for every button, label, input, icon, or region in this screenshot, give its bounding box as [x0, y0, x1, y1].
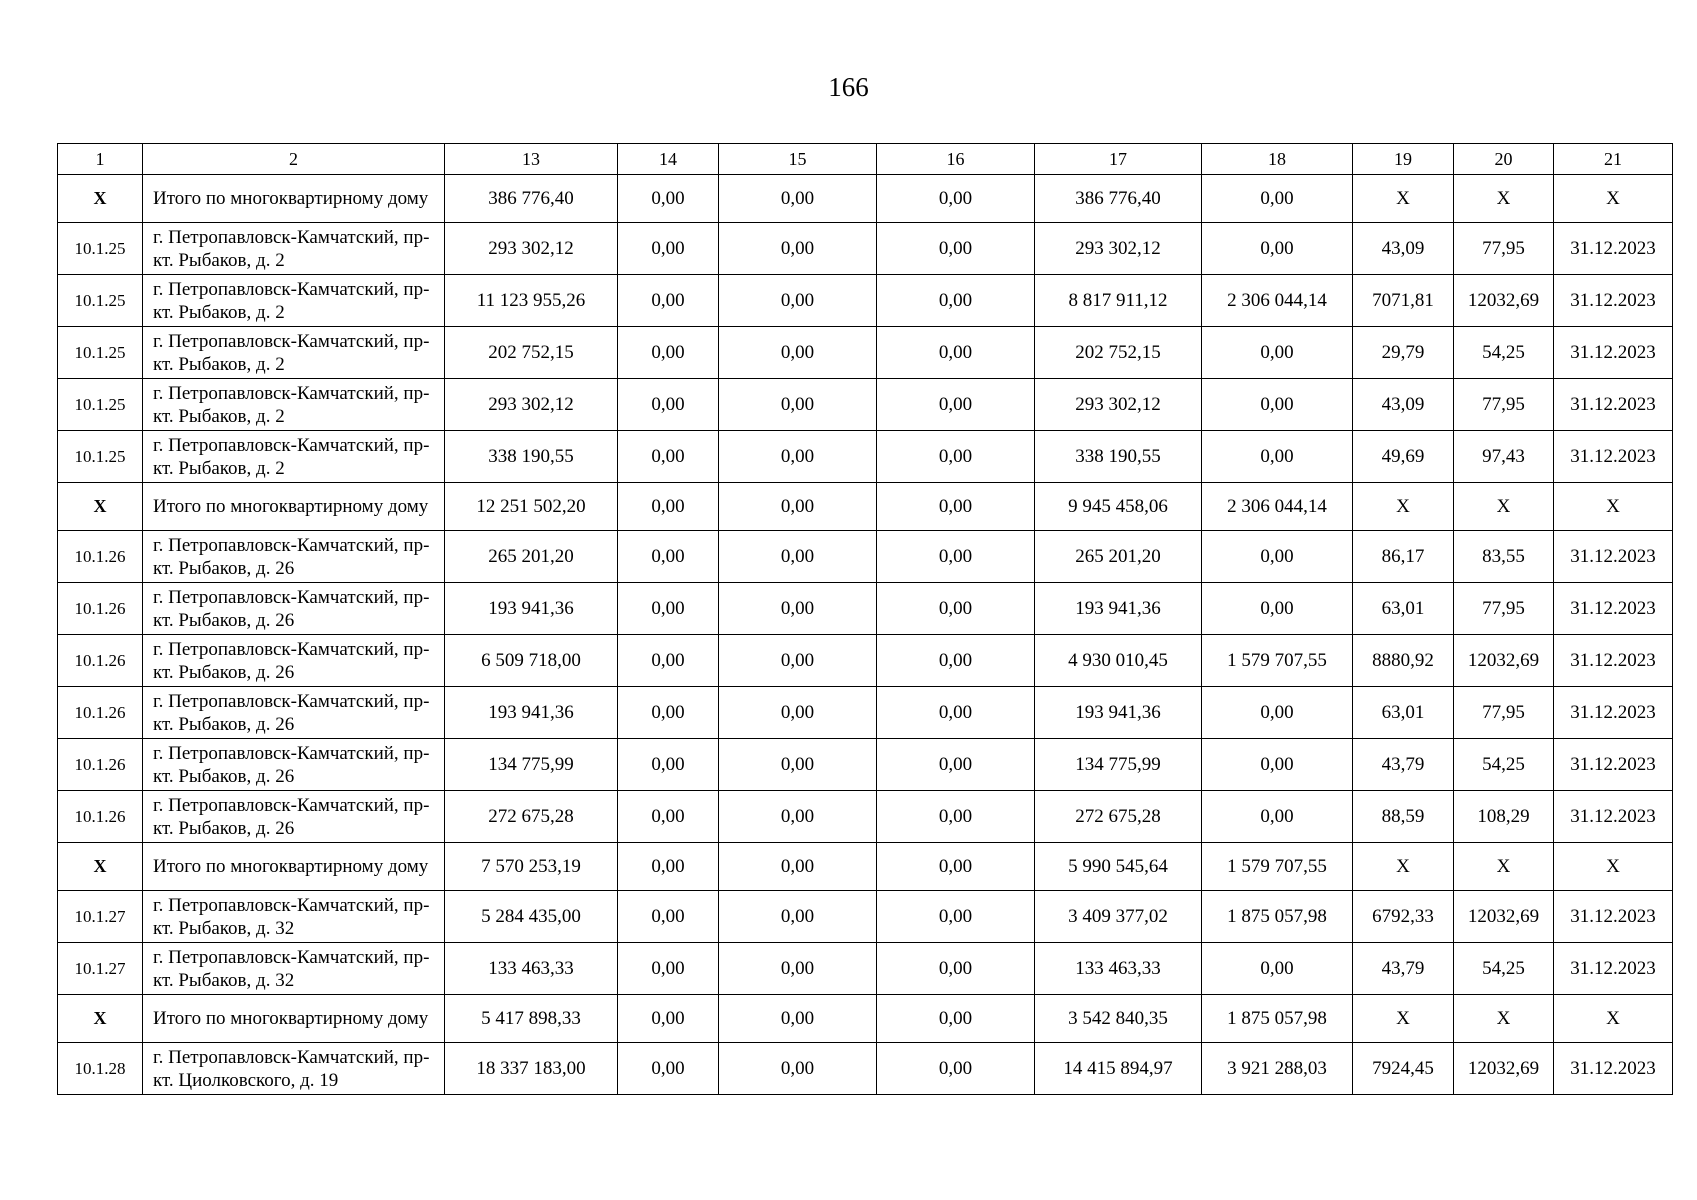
col-16-cell: 0,00: [877, 739, 1035, 791]
address-cell: г. Петропавловск-Камчатский, пр-кт. Рыбаков, д. 2: [143, 275, 445, 327]
col-16-cell: 0,00: [877, 431, 1035, 483]
col-19-cell: 6792,33: [1353, 891, 1454, 943]
col-20-cell: 54,25: [1454, 739, 1554, 791]
col-14-cell: 0,00: [618, 583, 719, 635]
col-16-cell: 0,00: [877, 531, 1035, 583]
col-13-cell: 5 417 898,33: [445, 995, 618, 1043]
table-row: [58, 943, 1673, 995]
table-row: [58, 583, 1673, 635]
col-20-cell: 97,43: [1454, 431, 1554, 483]
col-18-cell: 0,00: [1202, 583, 1353, 635]
col-18-cell: 1 875 057,98: [1202, 891, 1353, 943]
col-21-cell: 31.12.2023: [1554, 635, 1673, 687]
col-21-cell: 31.12.2023: [1554, 687, 1673, 739]
code-cell: 10.1.27: [58, 943, 143, 995]
col-20-cell: 77,95: [1454, 687, 1554, 739]
address-cell: г. Петропавловск-Камчатский, пр-кт. Рыбаков, д. 26: [143, 635, 445, 687]
col-19-cell: 86,17: [1353, 531, 1454, 583]
code-cell: 10.1.28: [58, 1043, 143, 1095]
col-20-cell: X: [1454, 483, 1554, 531]
address-cell: г. Петропавловск-Камчатский, пр-кт. Рыбаков, д. 26: [143, 791, 445, 843]
table-row: [58, 379, 1673, 431]
col-14-cell: 0,00: [618, 843, 719, 891]
col-19-cell: 8880,92: [1353, 635, 1454, 687]
address-cell: Итого по многоквартирному дому: [143, 995, 445, 1043]
col-14-cell: 0,00: [618, 1043, 719, 1095]
col-17-cell: 265 201,20: [1035, 531, 1202, 583]
col-17-cell: 293 302,12: [1035, 223, 1202, 275]
col-18-cell: 1 579 707,55: [1202, 843, 1353, 891]
col-15-cell: 0,00: [719, 223, 877, 275]
column-header: 18: [1202, 144, 1353, 175]
data-table: [57, 143, 1673, 1095]
col-21-cell: 31.12.2023: [1554, 531, 1673, 583]
col-15-cell: 0,00: [719, 739, 877, 791]
col-13-cell: 12 251 502,20: [445, 483, 618, 531]
col-21-cell: X: [1554, 843, 1673, 891]
address-cell: г. Петропавловск-Камчатский, пр-кт. Рыбаков, д. 2: [143, 431, 445, 483]
address-cell: г. Петропавловск-Камчатский, пр-кт. Рыбаков, д. 26: [143, 739, 445, 791]
col-18-cell: 0,00: [1202, 531, 1353, 583]
col-14-cell: 0,00: [618, 635, 719, 687]
table-row: [58, 739, 1673, 791]
address-cell: г. Петропавловск-Камчатский, пр-кт. Рыбаков, д. 2: [143, 327, 445, 379]
col-13-cell: 202 752,15: [445, 327, 618, 379]
col-15-cell: 0,00: [719, 327, 877, 379]
col-20-cell: X: [1454, 995, 1554, 1043]
col-19-cell: X: [1353, 483, 1454, 531]
col-21-cell: X: [1554, 175, 1673, 223]
code-cell: 10.1.26: [58, 635, 143, 687]
col-18-cell: 0,00: [1202, 175, 1353, 223]
col-14-cell: 0,00: [618, 791, 719, 843]
table-row: [58, 891, 1673, 943]
col-20-cell: 12032,69: [1454, 635, 1554, 687]
address-cell: г. Петропавловск-Камчатский, пр-кт. Рыбаков, д. 2: [143, 223, 445, 275]
col-14-cell: 0,00: [618, 483, 719, 531]
col-19-cell: 43,79: [1353, 739, 1454, 791]
col-14-cell: 0,00: [618, 943, 719, 995]
col-17-cell: 5 990 545,64: [1035, 843, 1202, 891]
total-row: [58, 995, 1673, 1043]
col-17-cell: 202 752,15: [1035, 327, 1202, 379]
col-15-cell: 0,00: [719, 995, 877, 1043]
col-14-cell: 0,00: [618, 687, 719, 739]
col-18-cell: 2 306 044,14: [1202, 483, 1353, 531]
code-cell: 10.1.25: [58, 275, 143, 327]
col-14-cell: 0,00: [618, 379, 719, 431]
col-16-cell: 0,00: [877, 791, 1035, 843]
address-cell: Итого по многоквартирному дому: [143, 843, 445, 891]
code-cell: X: [58, 175, 143, 223]
col-21-cell: X: [1554, 995, 1673, 1043]
col-20-cell: X: [1454, 843, 1554, 891]
col-13-cell: 133 463,33: [445, 943, 618, 995]
col-19-cell: 63,01: [1353, 583, 1454, 635]
address-cell: Итого по многоквартирному дому: [143, 483, 445, 531]
col-17-cell: 134 775,99: [1035, 739, 1202, 791]
column-header: 21: [1554, 144, 1673, 175]
code-cell: 10.1.26: [58, 739, 143, 791]
col-20-cell: 77,95: [1454, 223, 1554, 275]
column-header: 1: [58, 144, 143, 175]
header-row: [58, 144, 1673, 175]
col-15-cell: 0,00: [719, 943, 877, 995]
col-13-cell: 272 675,28: [445, 791, 618, 843]
col-16-cell: 0,00: [877, 635, 1035, 687]
col-21-cell: 31.12.2023: [1554, 791, 1673, 843]
col-15-cell: 0,00: [719, 891, 877, 943]
table-row: [58, 327, 1673, 379]
col-13-cell: 193 941,36: [445, 687, 618, 739]
column-header: 15: [719, 144, 877, 175]
col-17-cell: 293 302,12: [1035, 379, 1202, 431]
col-17-cell: 3 409 377,02: [1035, 891, 1202, 943]
col-21-cell: 31.12.2023: [1554, 431, 1673, 483]
col-21-cell: 31.12.2023: [1554, 583, 1673, 635]
column-header: 2: [143, 144, 445, 175]
col-18-cell: 3 921 288,03: [1202, 1043, 1353, 1095]
col-14-cell: 0,00: [618, 891, 719, 943]
total-row: [58, 483, 1673, 531]
col-13-cell: 193 941,36: [445, 583, 618, 635]
col-18-cell: 0,00: [1202, 379, 1353, 431]
col-19-cell: 7924,45: [1353, 1043, 1454, 1095]
col-16-cell: 0,00: [877, 379, 1035, 431]
col-17-cell: 14 415 894,97: [1035, 1043, 1202, 1095]
address-cell: г. Петропавловск-Камчатский, пр-кт. Рыбаков, д. 26: [143, 687, 445, 739]
col-16-cell: 0,00: [877, 223, 1035, 275]
col-15-cell: 0,00: [719, 531, 877, 583]
col-13-cell: 7 570 253,19: [445, 843, 618, 891]
code-cell: 10.1.25: [58, 379, 143, 431]
table-row: [58, 275, 1673, 327]
col-15-cell: 0,00: [719, 175, 877, 223]
col-20-cell: 12032,69: [1454, 891, 1554, 943]
total-row: [58, 175, 1673, 223]
col-21-cell: 31.12.2023: [1554, 275, 1673, 327]
col-17-cell: 3 542 840,35: [1035, 995, 1202, 1043]
col-18-cell: 0,00: [1202, 687, 1353, 739]
col-19-cell: 43,09: [1353, 223, 1454, 275]
col-13-cell: 5 284 435,00: [445, 891, 618, 943]
col-21-cell: 31.12.2023: [1554, 891, 1673, 943]
code-cell: 10.1.26: [58, 791, 143, 843]
col-15-cell: 0,00: [719, 431, 877, 483]
col-19-cell: 63,01: [1353, 687, 1454, 739]
col-17-cell: 193 941,36: [1035, 583, 1202, 635]
column-header: 13: [445, 144, 618, 175]
col-17-cell: 133 463,33: [1035, 943, 1202, 995]
col-17-cell: 4 930 010,45: [1035, 635, 1202, 687]
col-15-cell: 0,00: [719, 843, 877, 891]
col-19-cell: X: [1353, 843, 1454, 891]
address-cell: г. Петропавловск-Камчатский, пр-кт. Рыбаков, д. 32: [143, 891, 445, 943]
page-number: 166: [828, 72, 869, 102]
col-14-cell: 0,00: [618, 175, 719, 223]
col-19-cell: 29,79: [1353, 327, 1454, 379]
table-row: [58, 687, 1673, 739]
code-cell: X: [58, 483, 143, 531]
col-19-cell: 88,59: [1353, 791, 1454, 843]
table-row: [58, 431, 1673, 483]
col-20-cell: 77,95: [1454, 379, 1554, 431]
col-14-cell: 0,00: [618, 223, 719, 275]
col-15-cell: 0,00: [719, 483, 877, 531]
col-20-cell: 108,29: [1454, 791, 1554, 843]
col-20-cell: X: [1454, 175, 1554, 223]
col-18-cell: 0,00: [1202, 739, 1353, 791]
col-19-cell: X: [1353, 175, 1454, 223]
col-13-cell: 11 123 955,26: [445, 275, 618, 327]
code-cell: 10.1.25: [58, 223, 143, 275]
col-15-cell: 0,00: [719, 791, 877, 843]
code-cell: 10.1.27: [58, 891, 143, 943]
col-13-cell: 18 337 183,00: [445, 1043, 618, 1095]
col-21-cell: 31.12.2023: [1554, 1043, 1673, 1095]
col-21-cell: 31.12.2023: [1554, 379, 1673, 431]
col-20-cell: 12032,69: [1454, 275, 1554, 327]
col-19-cell: X: [1353, 995, 1454, 1043]
col-16-cell: 0,00: [877, 843, 1035, 891]
col-14-cell: 0,00: [618, 995, 719, 1043]
col-15-cell: 0,00: [719, 687, 877, 739]
col-18-cell: 0,00: [1202, 431, 1353, 483]
col-15-cell: 0,00: [719, 635, 877, 687]
column-header: 16: [877, 144, 1035, 175]
code-cell: 10.1.26: [58, 531, 143, 583]
col-15-cell: 0,00: [719, 275, 877, 327]
col-14-cell: 0,00: [618, 739, 719, 791]
col-13-cell: 134 775,99: [445, 739, 618, 791]
col-19-cell: 49,69: [1353, 431, 1454, 483]
col-20-cell: 12032,69: [1454, 1043, 1554, 1095]
col-13-cell: 293 302,12: [445, 223, 618, 275]
col-14-cell: 0,00: [618, 275, 719, 327]
table-body: [58, 144, 1673, 1095]
column-header: 19: [1353, 144, 1454, 175]
col-16-cell: 0,00: [877, 891, 1035, 943]
code-cell: 10.1.25: [58, 431, 143, 483]
col-13-cell: 338 190,55: [445, 431, 618, 483]
col-21-cell: 31.12.2023: [1554, 943, 1673, 995]
col-21-cell: X: [1554, 483, 1673, 531]
col-17-cell: 386 776,40: [1035, 175, 1202, 223]
address-cell: г. Петропавловск-Камчатский, пр-кт. Рыбаков, д. 2: [143, 379, 445, 431]
code-cell: 10.1.25: [58, 327, 143, 379]
table-row: [58, 1043, 1673, 1095]
col-15-cell: 0,00: [719, 1043, 877, 1095]
col-15-cell: 0,00: [719, 379, 877, 431]
col-20-cell: 77,95: [1454, 583, 1554, 635]
code-cell: 10.1.26: [58, 687, 143, 739]
col-18-cell: 0,00: [1202, 943, 1353, 995]
col-17-cell: 193 941,36: [1035, 687, 1202, 739]
column-header: 20: [1454, 144, 1554, 175]
table-row: [58, 531, 1673, 583]
col-14-cell: 0,00: [618, 531, 719, 583]
col-13-cell: 293 302,12: [445, 379, 618, 431]
table-row: [58, 635, 1673, 687]
col-16-cell: 0,00: [877, 327, 1035, 379]
col-21-cell: 31.12.2023: [1554, 223, 1673, 275]
col-19-cell: 43,09: [1353, 379, 1454, 431]
col-16-cell: 0,00: [877, 175, 1035, 223]
col-14-cell: 0,00: [618, 431, 719, 483]
address-cell: г. Петропавловск-Камчатский, пр-кт. Рыбаков, д. 26: [143, 531, 445, 583]
address-cell: г. Петропавловск-Камчатский, пр-кт. Циолковского, д. 19: [143, 1043, 445, 1095]
col-18-cell: 2 306 044,14: [1202, 275, 1353, 327]
col-18-cell: 0,00: [1202, 223, 1353, 275]
col-20-cell: 54,25: [1454, 327, 1554, 379]
table-row: [58, 223, 1673, 275]
col-18-cell: 1 579 707,55: [1202, 635, 1353, 687]
col-16-cell: 0,00: [877, 995, 1035, 1043]
col-20-cell: 54,25: [1454, 943, 1554, 995]
address-cell: г. Петропавловск-Камчатский, пр-кт. Рыбаков, д. 32: [143, 943, 445, 995]
total-row: [58, 843, 1673, 891]
col-15-cell: 0,00: [719, 583, 877, 635]
address-cell: Итого по многоквартирному дому: [143, 175, 445, 223]
col-18-cell: 1 875 057,98: [1202, 995, 1353, 1043]
code-cell: 10.1.26: [58, 583, 143, 635]
col-16-cell: 0,00: [877, 275, 1035, 327]
col-13-cell: 265 201,20: [445, 531, 618, 583]
col-16-cell: 0,00: [877, 583, 1035, 635]
column-header: 17: [1035, 144, 1202, 175]
code-cell: X: [58, 995, 143, 1043]
col-16-cell: 0,00: [877, 943, 1035, 995]
col-21-cell: 31.12.2023: [1554, 327, 1673, 379]
col-17-cell: 272 675,28: [1035, 791, 1202, 843]
col-18-cell: 0,00: [1202, 791, 1353, 843]
col-20-cell: 83,55: [1454, 531, 1554, 583]
code-cell: X: [58, 843, 143, 891]
col-14-cell: 0,00: [618, 327, 719, 379]
col-21-cell: 31.12.2023: [1554, 739, 1673, 791]
col-18-cell: 0,00: [1202, 327, 1353, 379]
col-17-cell: 338 190,55: [1035, 431, 1202, 483]
column-header: 14: [618, 144, 719, 175]
col-13-cell: 386 776,40: [445, 175, 618, 223]
address-cell: г. Петропавловск-Камчатский, пр-кт. Рыбаков, д. 26: [143, 583, 445, 635]
col-16-cell: 0,00: [877, 687, 1035, 739]
col-17-cell: 8 817 911,12: [1035, 275, 1202, 327]
col-13-cell: 6 509 718,00: [445, 635, 618, 687]
col-19-cell: 43,79: [1353, 943, 1454, 995]
col-19-cell: 7071,81: [1353, 275, 1454, 327]
col-16-cell: 0,00: [877, 483, 1035, 531]
table-row: [58, 791, 1673, 843]
col-17-cell: 9 945 458,06: [1035, 483, 1202, 531]
col-16-cell: 0,00: [877, 1043, 1035, 1095]
